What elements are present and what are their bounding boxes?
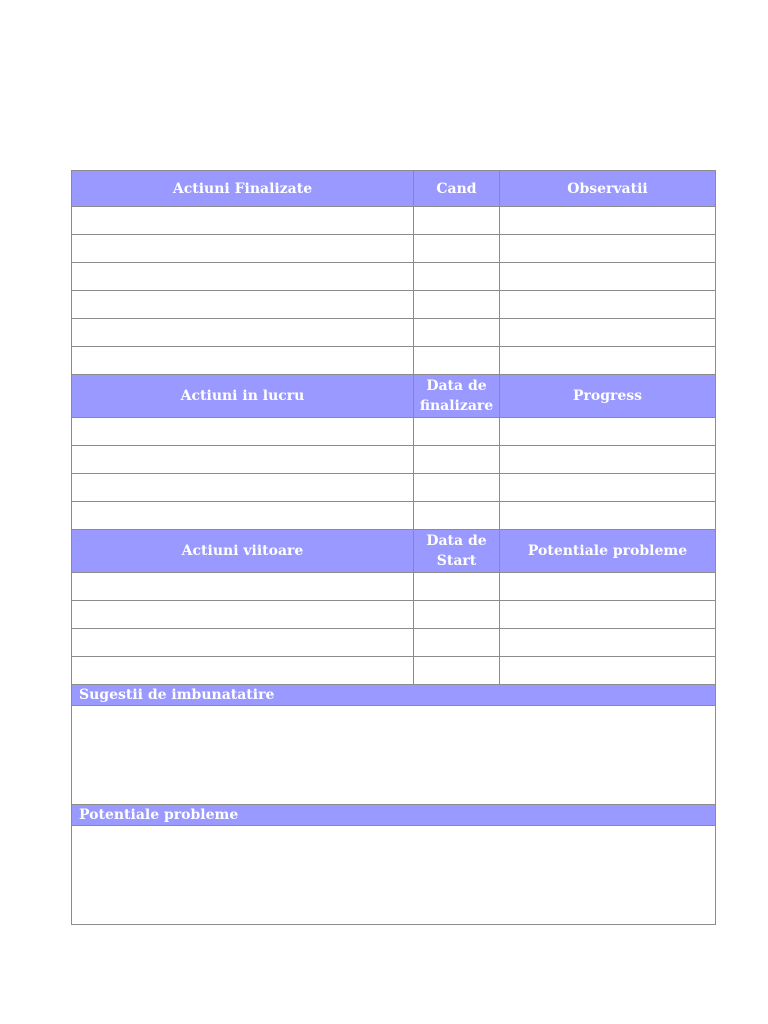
problems-header-row xyxy=(72,805,716,826)
start-date-cell[interactable] xyxy=(414,657,500,685)
when-cell[interactable] xyxy=(414,347,500,375)
observations-cell[interactable] xyxy=(500,347,716,375)
completed-actions-header-row xyxy=(72,171,716,207)
table-row xyxy=(72,629,716,657)
table-row xyxy=(72,657,716,685)
upcoming-action-cell[interactable] xyxy=(72,657,414,685)
start-date-cell[interactable] xyxy=(414,629,500,657)
completion-date-cell[interactable] xyxy=(414,418,500,446)
table-row xyxy=(72,263,716,291)
completed-action-cell[interactable] xyxy=(72,235,414,263)
potential-problems-section-header: Potentiale probleme xyxy=(72,805,716,826)
start-date-cell[interactable] xyxy=(414,573,500,601)
table-row xyxy=(72,446,716,474)
completed-action-cell[interactable] xyxy=(72,347,414,375)
upcoming-actions-header: Actiuni viitoare xyxy=(72,530,414,573)
potential-problems-text-area[interactable] xyxy=(72,826,716,925)
suggestions-area-row xyxy=(72,706,716,805)
when-cell[interactable] xyxy=(414,235,500,263)
progress-cell[interactable] xyxy=(500,446,716,474)
completion-date-cell[interactable] xyxy=(414,446,500,474)
table-row xyxy=(72,502,716,530)
observations-cell[interactable] xyxy=(500,319,716,347)
observations-header: Observatii xyxy=(500,171,716,207)
potential-problems-cell[interactable] xyxy=(500,573,716,601)
when-cell[interactable] xyxy=(414,319,500,347)
when-cell[interactable] xyxy=(414,263,500,291)
completed-action-cell[interactable] xyxy=(72,291,414,319)
table-row xyxy=(72,347,716,375)
table-row xyxy=(72,601,716,629)
potential-problems-cell[interactable] xyxy=(500,657,716,685)
table-row xyxy=(72,291,716,319)
potential-problems-cell[interactable] xyxy=(500,601,716,629)
in-progress-action-cell[interactable] xyxy=(72,474,414,502)
potential-problems-cell[interactable] xyxy=(500,629,716,657)
progress-header: Progress xyxy=(500,375,716,418)
upcoming-action-cell[interactable] xyxy=(72,573,414,601)
when-cell[interactable] xyxy=(414,291,500,319)
suggestions-header: Sugestii de imbunatatire xyxy=(72,685,716,706)
status-report-table xyxy=(71,170,716,925)
observations-cell[interactable] xyxy=(500,291,716,319)
problems-area-row xyxy=(72,826,716,925)
start-date-header: Data de Start xyxy=(414,530,500,573)
suggestions-header-row xyxy=(72,685,716,706)
observations-cell[interactable] xyxy=(500,207,716,235)
table-row xyxy=(72,207,716,235)
table-row xyxy=(72,235,716,263)
completed-action-cell[interactable] xyxy=(72,207,414,235)
potential-problems-header: Potentiale probleme xyxy=(500,530,716,573)
completed-action-cell[interactable] xyxy=(72,319,414,347)
observations-cell[interactable] xyxy=(500,263,716,291)
completed-actions-header: Actiuni Finalizate xyxy=(72,171,414,207)
suggestions-text-area[interactable] xyxy=(72,706,716,805)
completion-date-cell[interactable] xyxy=(414,502,500,530)
progress-cell[interactable] xyxy=(500,502,716,530)
in-progress-actions-header-row xyxy=(72,375,716,418)
when-cell[interactable] xyxy=(414,207,500,235)
table-row xyxy=(72,319,716,347)
start-date-cell[interactable] xyxy=(414,601,500,629)
completion-date-cell[interactable] xyxy=(414,474,500,502)
progress-cell[interactable] xyxy=(500,474,716,502)
when-header: Cand xyxy=(414,171,500,207)
upcoming-action-cell[interactable] xyxy=(72,601,414,629)
observations-cell[interactable] xyxy=(500,235,716,263)
progress-cell[interactable] xyxy=(500,418,716,446)
completed-action-cell[interactable] xyxy=(72,263,414,291)
table-row xyxy=(72,474,716,502)
upcoming-actions-header-row xyxy=(72,530,716,573)
in-progress-actions-header: Actiuni in lucru xyxy=(72,375,414,418)
in-progress-action-cell[interactable] xyxy=(72,502,414,530)
in-progress-action-cell[interactable] xyxy=(72,418,414,446)
upcoming-action-cell[interactable] xyxy=(72,629,414,657)
completion-date-header: Data de finalizare xyxy=(414,375,500,418)
table-row xyxy=(72,573,716,601)
table-row xyxy=(72,418,716,446)
in-progress-action-cell[interactable] xyxy=(72,446,414,474)
